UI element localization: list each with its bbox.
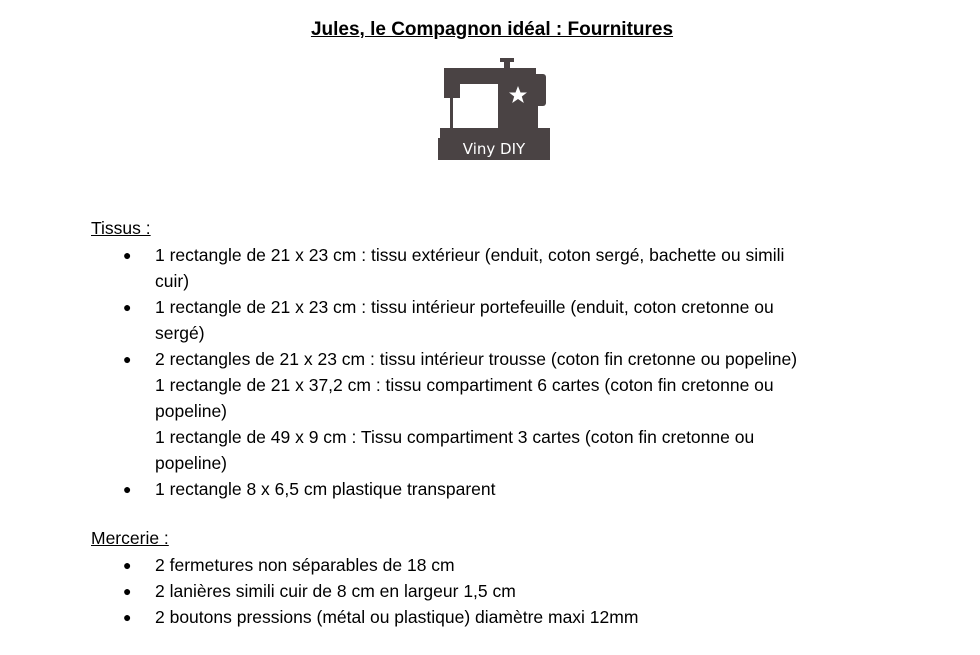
list-item: ● 1 rectangle 8 x 6,5 cm plastique transparent: [0, 476, 885, 502]
document-title: Jules, le Compagnon idéal : Fournitures: [310, 19, 674, 40]
list-item: ● 2 rectangles de 21 x 23 cm : tissu intérieur trousse (coton fin cretonne ou popeline) 1 rectangle de 21 x 37,2 cm : tissu compartiment 6 cartes (coton fin cretonne ou popeline) 1 rectangle de 49 x 9 cm : Tissu compartiment 3 cartes (coton fin cretonne ou popeline): [0, 346, 885, 476]
list-item: ● 2 boutons pressions (métal ou plastique) diamètre maxi 12mm: [0, 604, 885, 630]
list-item: ● 1 rectangle de 21 x 23 cm : tissu extérieur (enduit, coton sergé, bachette ou simili cuir): [0, 242, 885, 294]
bullet-icon: ●: [123, 609, 132, 625]
list-item: ● 1 rectangle de 21 x 23 cm : tissu intérieur portefeuille (enduit, coton cretonne ou sergé): [0, 294, 885, 346]
bullet-icon: ●: [123, 351, 132, 367]
bullet-icon: ●: [123, 299, 132, 315]
bullet-icon: ●: [123, 583, 132, 599]
list-item: ● 2 lanières simili cuir de 8 cm en largeur 1,5 cm: [0, 578, 885, 604]
mercerie-list: [0, 552, 885, 630]
logo-text: Viny DIY: [462, 140, 526, 158]
list-item: ● 2 fermetures non séparables de 18 cm: [0, 552, 885, 578]
tissus-list: [0, 242, 885, 502]
section-heading-tissus: Tissus :: [91, 218, 151, 238]
bullet-icon: ●: [123, 481, 132, 497]
bullet-icon: ●: [123, 557, 132, 573]
bullet-icon: ●: [123, 247, 132, 263]
viny-diy-logo: [414, 50, 572, 182]
sewing-machine-icon: [414, 50, 572, 182]
section-heading-mercerie: Mercerie :: [91, 528, 169, 548]
